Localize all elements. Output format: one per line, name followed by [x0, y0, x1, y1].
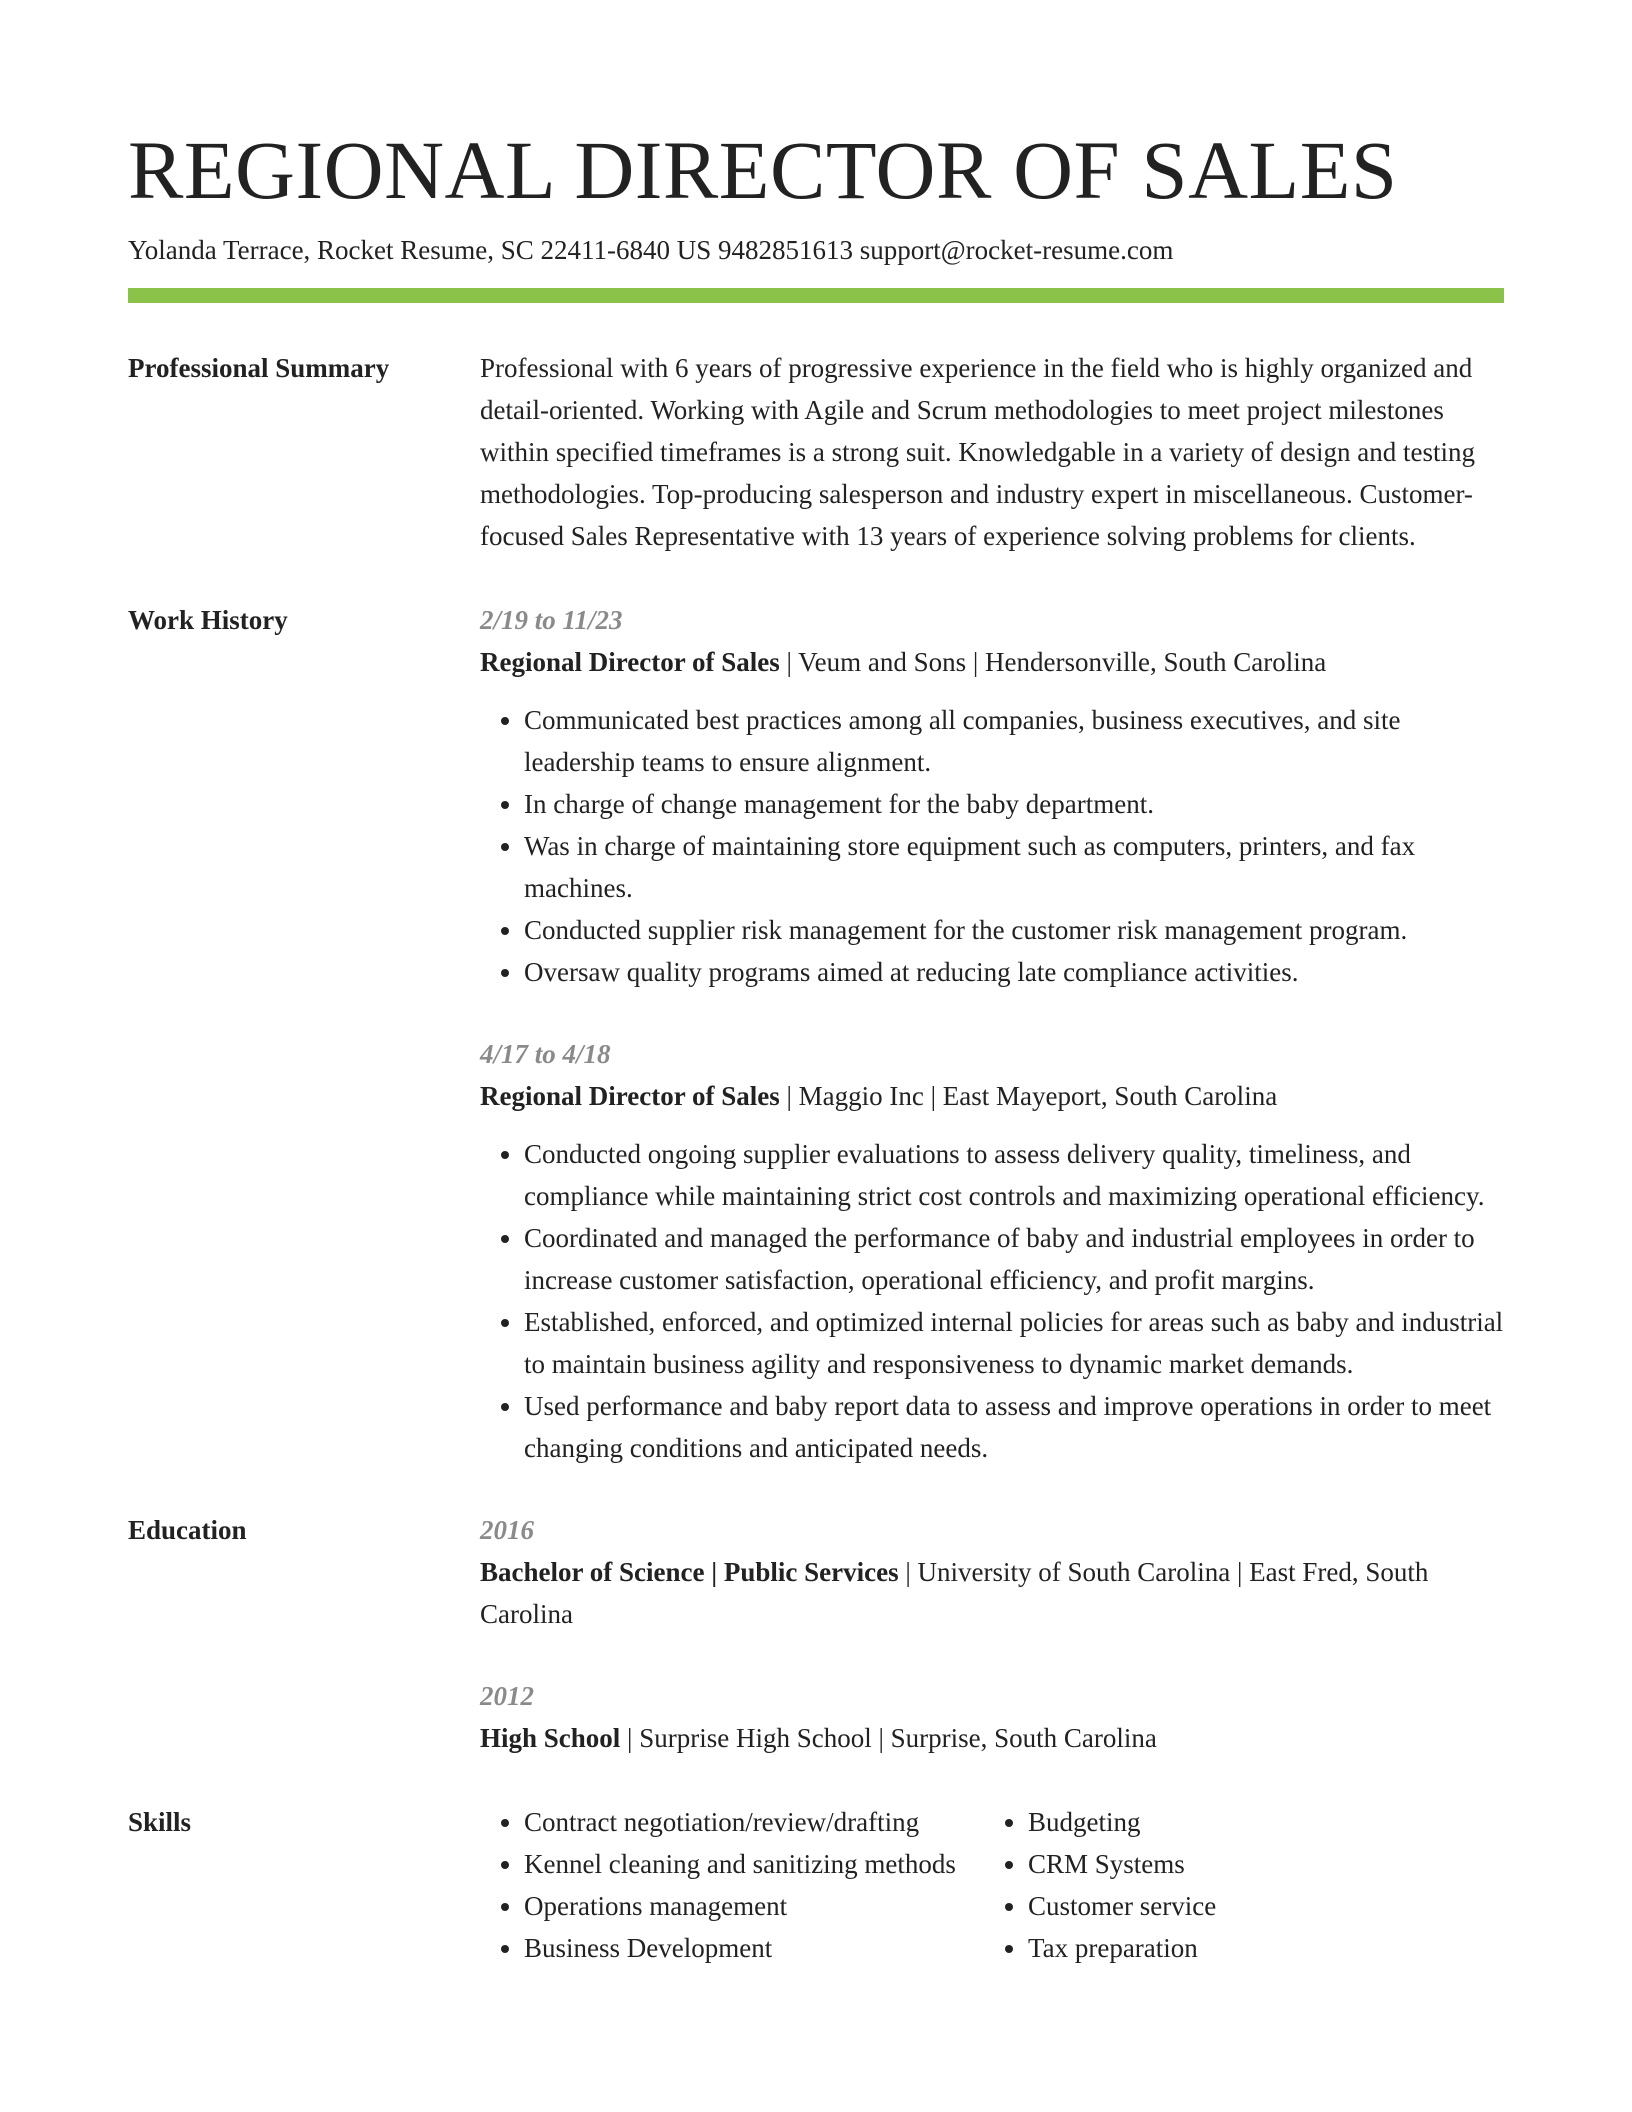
list-item: • Communicated best practices among all companies, business executives, and site leadership teams to ensure alignment.: [524, 699, 1504, 783]
education-headline: [480, 1551, 1504, 1635]
list-item: • Coordinated and managed the performance of baby and industrial employees in order to increase customer satisfaction, operational efficiency, and profit margins.: [524, 1217, 1504, 1301]
summary-text: Professional with 6 years of progressive experience in the field who is highly organized and detail-oriented. Working with Agile and Scrum methodologies to meet project milestones within specified timeframes is a strong suit. Knowledgable in a variety of design and testing methodologies. Top-producing salesperson and industry expert in miscellaneous. Customer-focused Sales Representative with 13 years of experience solving problems for clients.: [480, 353, 1476, 551]
accent-divider: [128, 288, 1504, 303]
job-bullets: [480, 1133, 1504, 1469]
skill-item: • Contract negotiation/review/drafting: [524, 1801, 984, 1843]
resume-title: REGIONAL DIRECTOR OF SALES: [128, 124, 1398, 216]
skill-item: • Budgeting: [1028, 1801, 1448, 1843]
list-item: • Used performance and baby report data to assess and improve operations in order to meet changing conditions and anticipated needs.: [524, 1385, 1504, 1469]
contact-line: Yolanda Terrace, Rocket Resume, SC 22411-6840 US 9482851613 support@rocket-resume.com: [128, 235, 1174, 265]
list-item: • Was in charge of maintaining store equipment such as computers, printers, and fax machines.: [524, 825, 1504, 909]
job-bullets: [480, 699, 1504, 993]
section-label-work: Work History: [128, 605, 288, 635]
job-date: 4/17 to 4/18: [480, 1039, 611, 1069]
job-title: Regional Director of Sales: [480, 647, 780, 677]
list-item: • Conducted supplier risk management for the customer risk management program.: [524, 909, 1504, 951]
skill-item: • Operations management: [524, 1885, 984, 1927]
skills-list-right: [984, 1801, 1448, 1969]
education-section: [128, 1509, 1504, 1759]
education-degree: Bachelor of Science | Public Services: [480, 1557, 899, 1587]
resume-page: [128, 118, 1504, 1969]
job-date: 2/19 to 11/23: [480, 605, 623, 635]
job-entry: [480, 1033, 1504, 1469]
education-entry: [480, 1509, 1504, 1635]
list-item: • Oversaw quality programs aimed at reducing late compliance activities.: [524, 951, 1504, 993]
job-details: | Veum and Sons | Hendersonville, South Carolina: [779, 647, 1327, 677]
skill-item: • Kennel cleaning and sanitizing methods: [524, 1843, 984, 1885]
skills-section: [128, 1801, 1504, 1969]
section-label-education: Education: [128, 1515, 247, 1545]
job-headline: [480, 1075, 1504, 1117]
skill-item: • Tax preparation: [1028, 1927, 1448, 1969]
skills-list-left: [480, 1801, 984, 1969]
list-item: • Established, enforced, and optimized internal policies for areas such as baby and industrial to maintain business agility and responsiveness to dynamic market demands.: [524, 1301, 1504, 1385]
education-entry: [480, 1675, 1504, 1759]
skill-item: • Customer service: [1028, 1885, 1448, 1927]
job-entry: [480, 599, 1504, 993]
section-label-summary: Professional Summary: [128, 353, 390, 383]
education-date: 2016: [480, 1515, 534, 1545]
work-history-section: [128, 599, 1504, 1469]
education-details: | University of South Carolina | East Fred, South Carolina: [480, 1557, 1429, 1629]
list-item: • In charge of change management for the baby department.: [524, 783, 1504, 825]
skills-columns: [480, 1801, 1504, 1969]
education-details: | Surprise High School | Surprise, South Carolina: [620, 1723, 1157, 1753]
summary-section: [128, 347, 1504, 599]
list-item: • Conducted ongoing supplier evaluations to assess delivery quality, timeliness, and compliance while maintaining strict cost controls and maximizing operational efficiency.: [524, 1133, 1504, 1217]
education-degree: High School: [480, 1723, 621, 1753]
job-headline: [480, 641, 1504, 683]
job-details: | Maggio Inc | East Mayeport, South Carolina: [779, 1081, 1278, 1111]
skill-item: • Business Development: [524, 1927, 984, 1969]
job-title: Regional Director of Sales: [480, 1081, 780, 1111]
section-label-skills: Skills: [128, 1807, 192, 1837]
education-headline: [480, 1717, 1504, 1759]
skill-item: • CRM Systems: [1028, 1843, 1448, 1885]
education-date: 2012: [480, 1681, 534, 1711]
